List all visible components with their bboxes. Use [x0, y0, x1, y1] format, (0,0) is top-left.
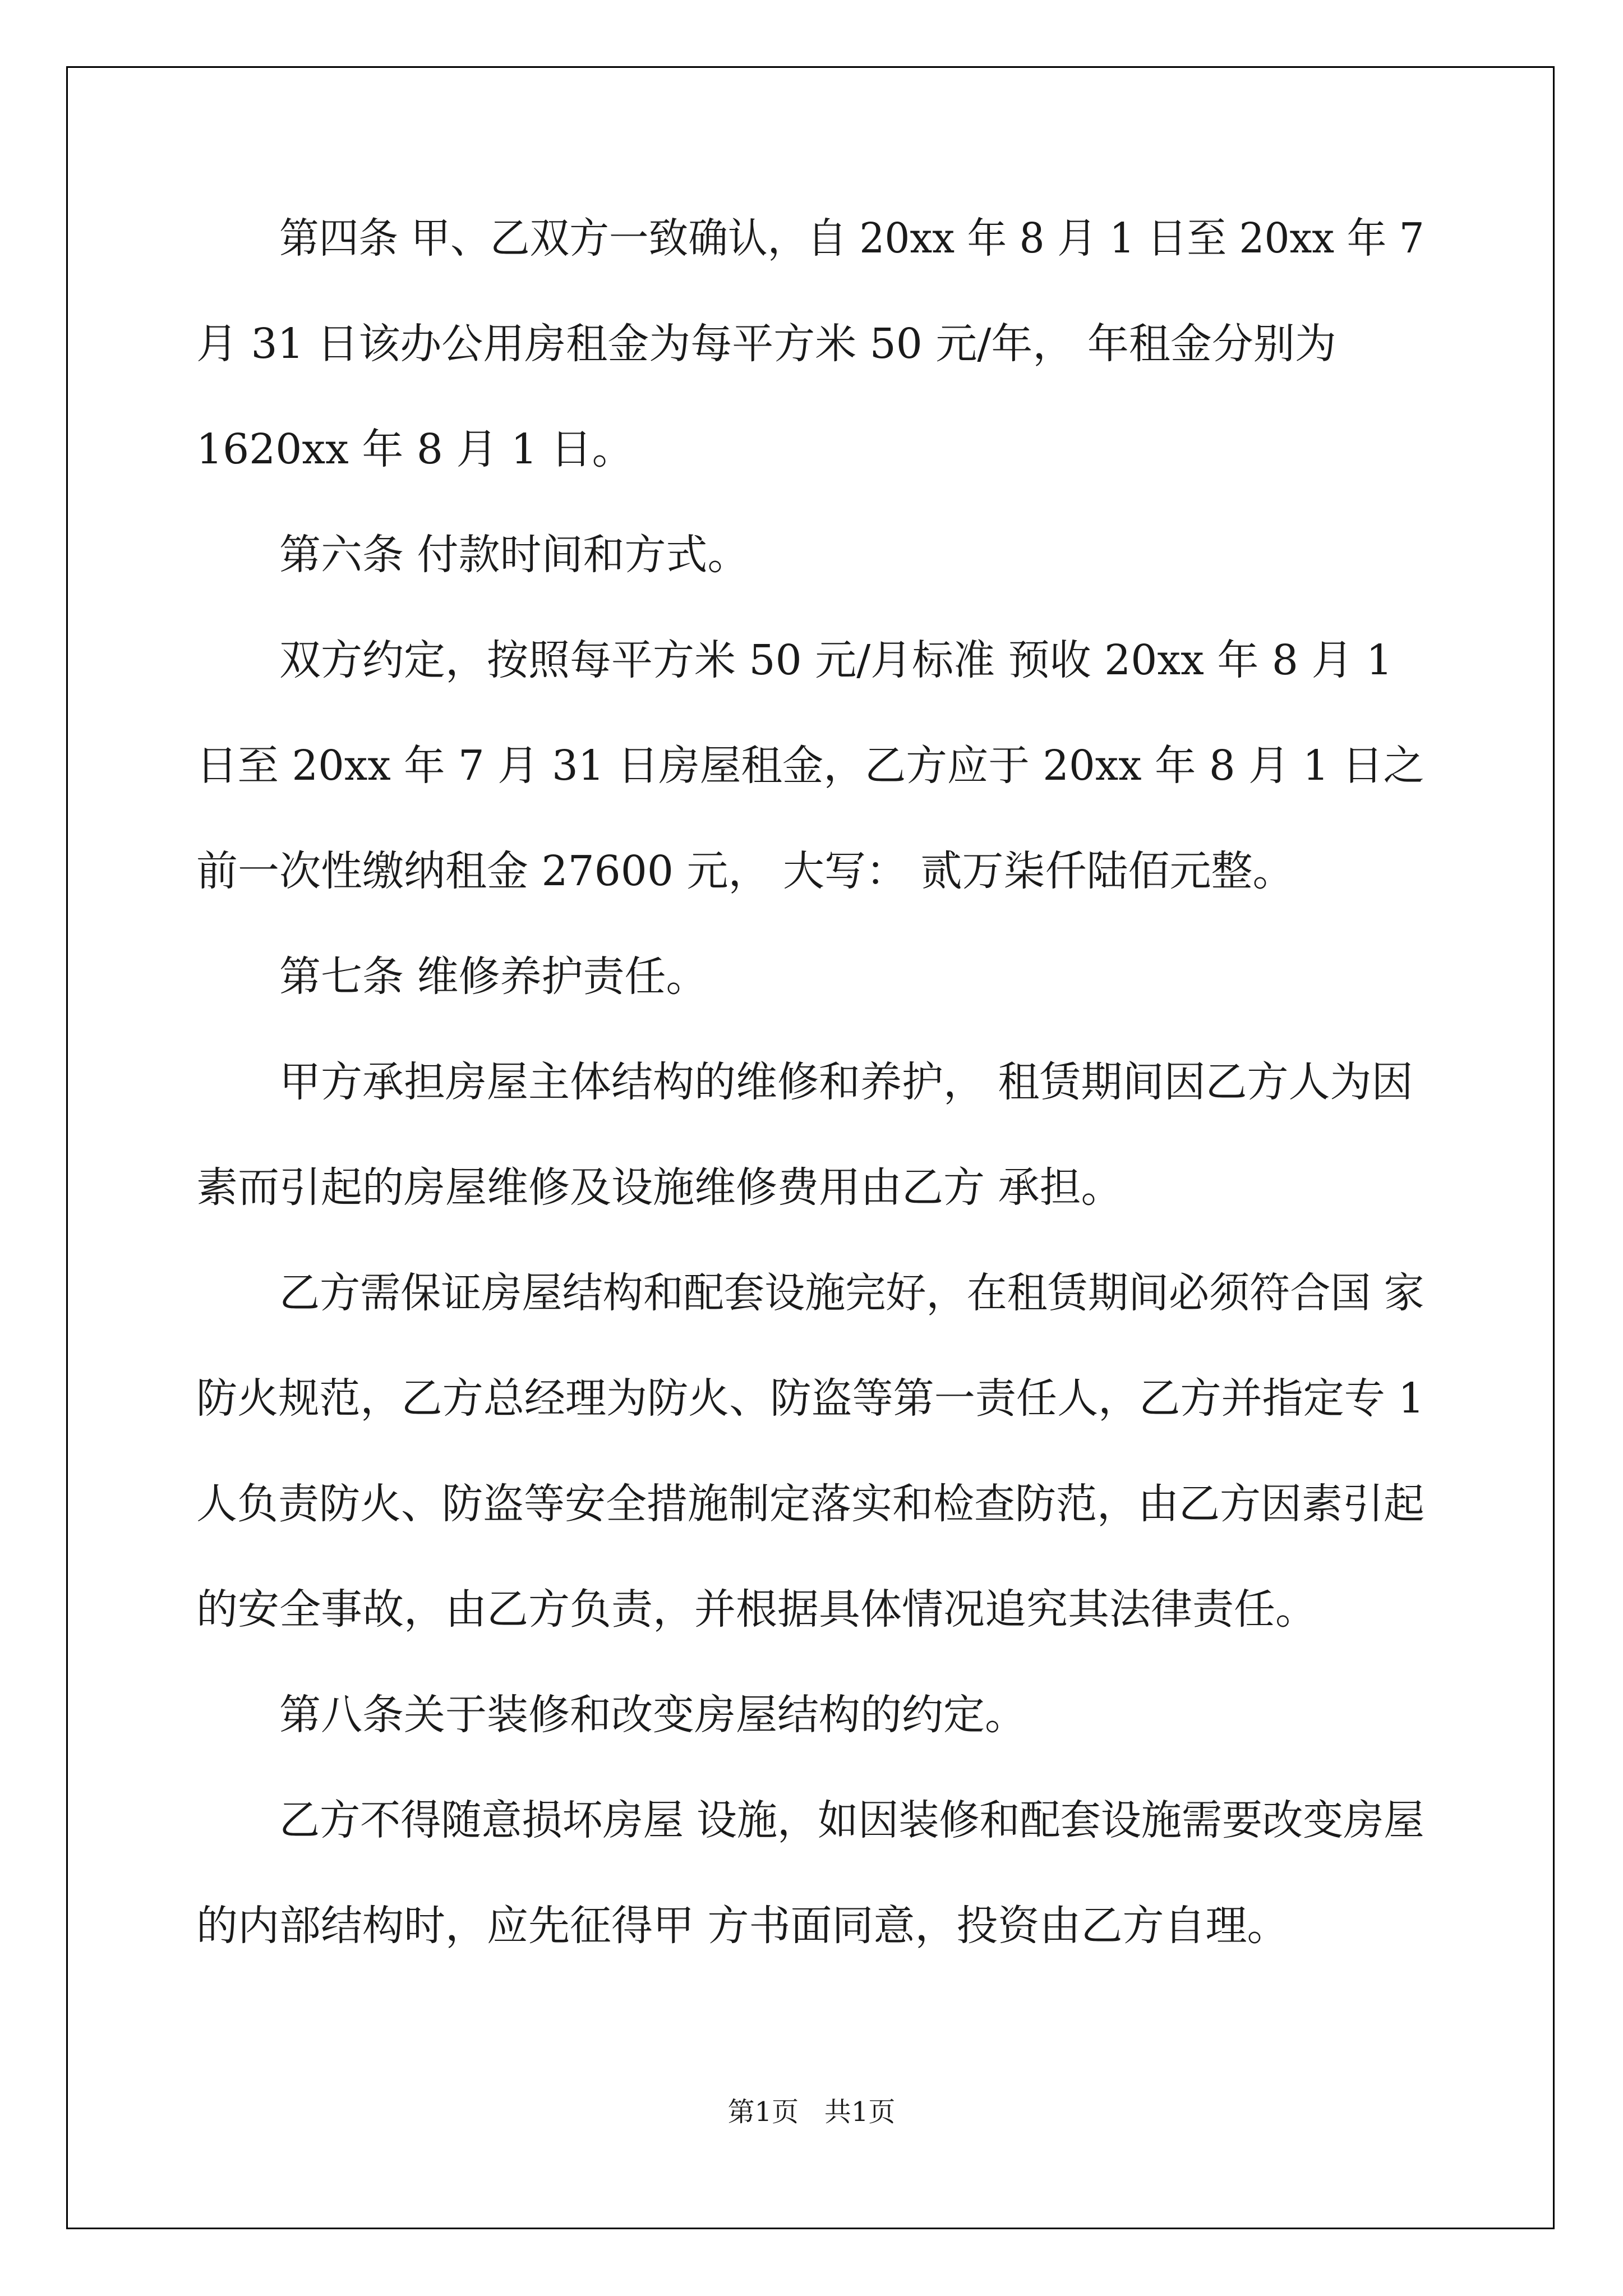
article-heading: 第六条 付款时间和方式。: [279, 531, 749, 579]
text-line: 双方约定，按照每平方米 50 元/月标准 预收 20xx 年 8 月 1: [279, 636, 1393, 684]
text-line: 1620xx 年 8 月 1 日。: [196, 425, 634, 473]
text-line: 日至 20xx 年 7 月 31 日房屋租金，乙方应于 20xx 年 8 月 1 日之: [196, 742, 1424, 790]
text-line: 防火规范，乙方总经理为防火、防盗等第一责任人，乙方并指定专 1: [196, 1374, 1424, 1423]
text-line: 乙方不得随意损坏房屋 设施，如因装修和配套设施需要改变房屋: [279, 1796, 1424, 1844]
text-line: 人负责防火、防盗等安全措施制定落实和检查防范，由乙方因素引起: [196, 1480, 1424, 1528]
text-line: 前一次性缴纳租金 27600 元， 大写： 贰万柒仟陆佰元整。: [196, 847, 1294, 895]
text-line: 素而引起的房屋维修及设施维修费用由乙方 承担。: [196, 1163, 1123, 1212]
text-line: 月 31 日该办公用房租金为每平方米 50 元/年， 年租金分别为: [196, 320, 1336, 368]
page-number-footer: 第1页 共1页: [727, 2096, 896, 2128]
text-line: 甲方承担房屋主体结构的维修和养护， 租赁期间因乙方人为因: [279, 1058, 1413, 1106]
article-heading: 第七条 维修养护责任。: [279, 953, 708, 1001]
text-line: 第四条 甲、乙双方一致确认，自 20xx 年 8 月 1 日至 20xx 年 7: [279, 214, 1424, 263]
article-heading: 第八条关于装修和改变房屋结构的约定。: [279, 1691, 1026, 1739]
text-line: 的内部结构时，应先征得甲 方书面同意，投资由乙方自理。: [196, 1902, 1289, 1950]
text-line: 的安全事故，由乙方负责，并根据具体情况追究其法律责任。: [196, 1585, 1317, 1634]
text-line: 乙方需保证房屋结构和配套设施完好，在租赁期间必须符合国 家: [279, 1269, 1424, 1317]
